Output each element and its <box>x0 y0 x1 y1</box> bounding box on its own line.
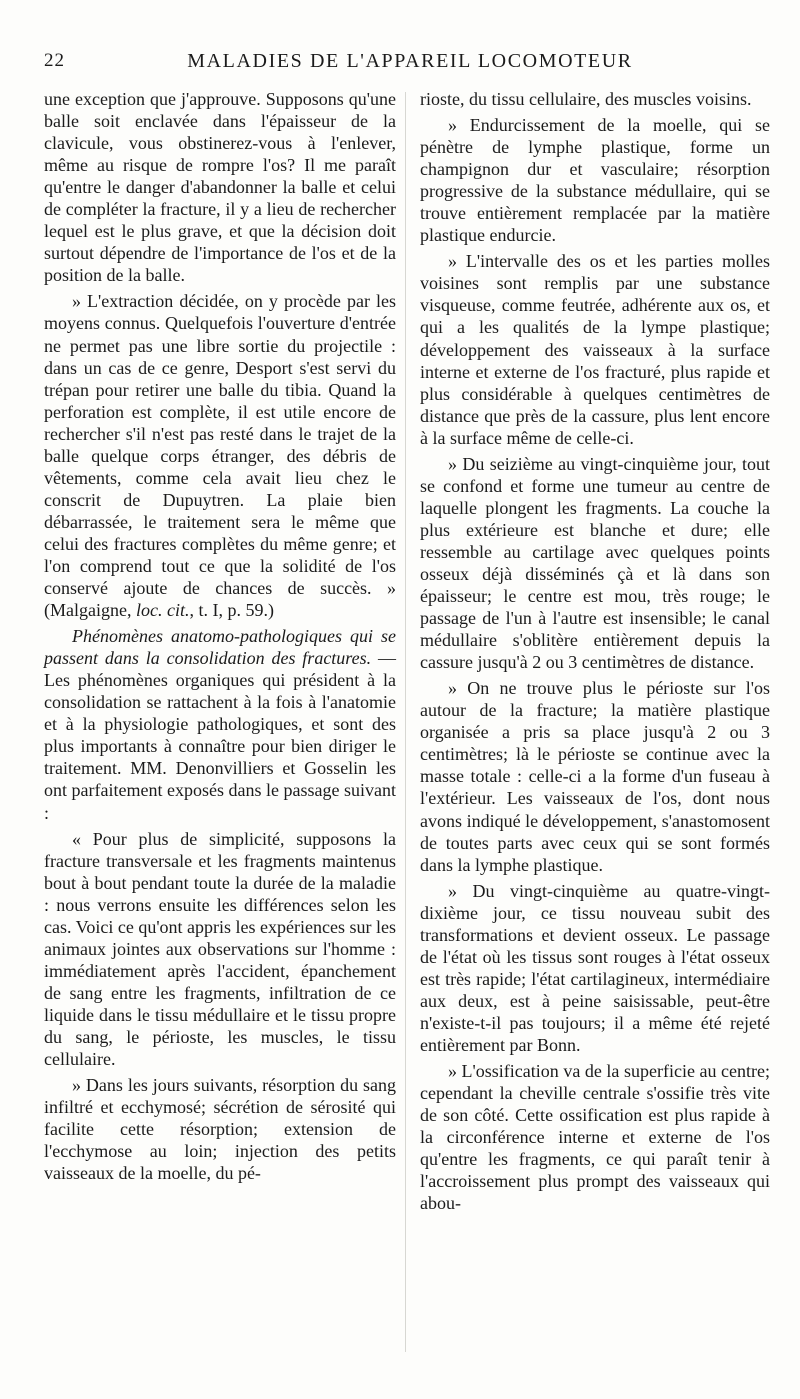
section-heading: Phénomènes anatomo-pathologiques qui se passent dans la consolidation des fractures. <box>44 626 396 669</box>
page-title: MALADIES DE L'APPAREIL LOCOMOTEUR <box>187 50 633 72</box>
page-number: 22 <box>44 50 65 71</box>
paragraph: « Pour plus de simplicité, supposons la fracture transversale et les fragments maintenus bout à bout pendant toute la durée de la maladie : nous verrons ensuite les différences selon les cas. Voici ce qu'ont appris les expériences sur les animaux jointes aux observations sur l'homme : immédiatement après l'accident, épanchement de sang entre les fragments, infiltration de ce liquide dans le tissu médullaire et le tissu propre du sang, le périoste, les muscles, le tissu cellulaire. <box>44 828 396 1070</box>
left-column <box>44 88 396 1184</box>
paragraph: » L'ossification va de la superficie au centre; cependant la cheville centrale s'ossifie très vite de son côté. Cette ossification est plus rapide à la circonférence interne et externe de l'os qu'entre les fragments, ce qui paraît tenir à l'accroissement plus prompt des vaisseaux qui abou- <box>420 1061 770 1214</box>
column-divider <box>405 92 406 1352</box>
running-head <box>44 50 756 80</box>
paragraph: » Dans les jours suivants, résorption du sang infiltré et ecchymosé; sécrétion de sérosité qui facilite cette résorption; extension de l'ecchymose au loin; injection des petits vaisseaux de la moelle, du pé- <box>44 1075 396 1184</box>
paragraph: » On ne trouve plus le périoste sur l'os autour de la fracture; la matière plastique organisée a pris sa place jusqu'à 2 ou 3 centimètres; là le périoste se continue avec la masse totale : celle-ci a la forme d'un fuseau à l'extérieur. Les vaisseaux de l'os, dont nous avons indiqué le développement, s'anastomosent de toutes parts avec ceux qui se sont formés dans la lymphe plastique. <box>420 678 770 875</box>
paragraph-text: » L'extraction décidée, on y procède par les moyens connus. Quelquefois l'ouverture d'entrée ne permet pas une libre sortie du projectile : dans un cas de ce genre, Desport s'est servi du trépan pour retirer une balle du tibia. Quand la perforation est complète, il est utile encore de rechercher s'il n'est pas resté dans le trajet de la balle quelque corps étranger, des débris de vêtements, comme cela avait lieu chez le conscrit de Dupuytren. La plaie bien débarrassée, le traitement sera le même que celui des fractures complètes du même genre; et l'on comprend tout ce que la solidité de l'os conservé ajoute de chances de succès. » (Malgaigne, <box>44 291 396 621</box>
paragraph: » Du vingt-cinquième au quatre-vingt-dixième jour, ce tissu nouveau subit des transformations et devient osseux. Le passage de l'état où les tissus sont rouges à l'état osseux est très rapide; l'état cartilagineux, intermédiaire aux deux, est à peine saisissable, peut-être n'existe-t-il pas toujours; il a même été rejeté entièrement par Bonn. <box>420 880 770 1055</box>
paragraph-text: , t. I, p. 59.) <box>189 600 274 621</box>
citation: loc. cit. <box>135 600 190 621</box>
section-paragraph <box>44 625 396 823</box>
right-column <box>420 88 770 1214</box>
paragraph: une exception que j'approuve. Supposons qu'une balle soit enclavée dans l'épaisseur de la clavicule, vous obstinerez-vous à l'enlever, même au risque de rompre l'os? Il me paraît qu'entre le danger d'abandonner la balle et celui de compléter la fracture, il y a lieu de rechercher lequel est le plus grave, et que la décision doit surtout dépendre de l'importance de l'os et de la position de la balle. <box>44 89 396 286</box>
paragraph: » Du seizième au vingt-cinquième jour, tout se confond et forme une tumeur au centre de laquelle plongent les fragments. La couche la plus extérieure est blanche et dure; elle ressemble au cartilage avec quelques points osseux déjà disséminés çà et là dans son épaisseur; le centre est mou, très rouge; le passage de l'un à l'autre est insensible; le canal médullaire s'oblitère entièrement depuis la cassure jusqu'à 2 ou 3 centimètres de distance. <box>420 453 770 673</box>
paragraph: » L'intervalle des os et les parties molles voisines sont remplis par une substance visqueuse, comme feutrée, adhérente aux os, et qui a les qualités de la lympe plastique; développement des vaisseaux à la surface interne et externe de l'os fracturé, plus rapide et plus considérable à quelques centimètres de distance que près de la cassure, plus lent encore à la surface même de celle-ci. <box>420 251 770 448</box>
paragraph: rioste, du tissu cellulaire, des muscles voisins. <box>420 89 752 109</box>
paragraph: » Endurcissement de la moelle, qui se pénètre de lymphe plastique, forme un champignon dur et vasculaire; résorption progressive de la substance médullaire, qui se trouve entièrement remplacée par la matière plastique endurcie. <box>420 115 770 246</box>
paragraph-text: — Les phénomènes organiques qui président à la consolidation se rattachent à la fois à l'anatomie et à la physiologie pathologiques, et sont des plus importants à connaître pour bien diriger le traitement. MM. Denonvilliers et Gosselin les ont parfaitement exposés dans le passage suivant : <box>44 648 397 823</box>
paragraph <box>44 290 396 621</box>
